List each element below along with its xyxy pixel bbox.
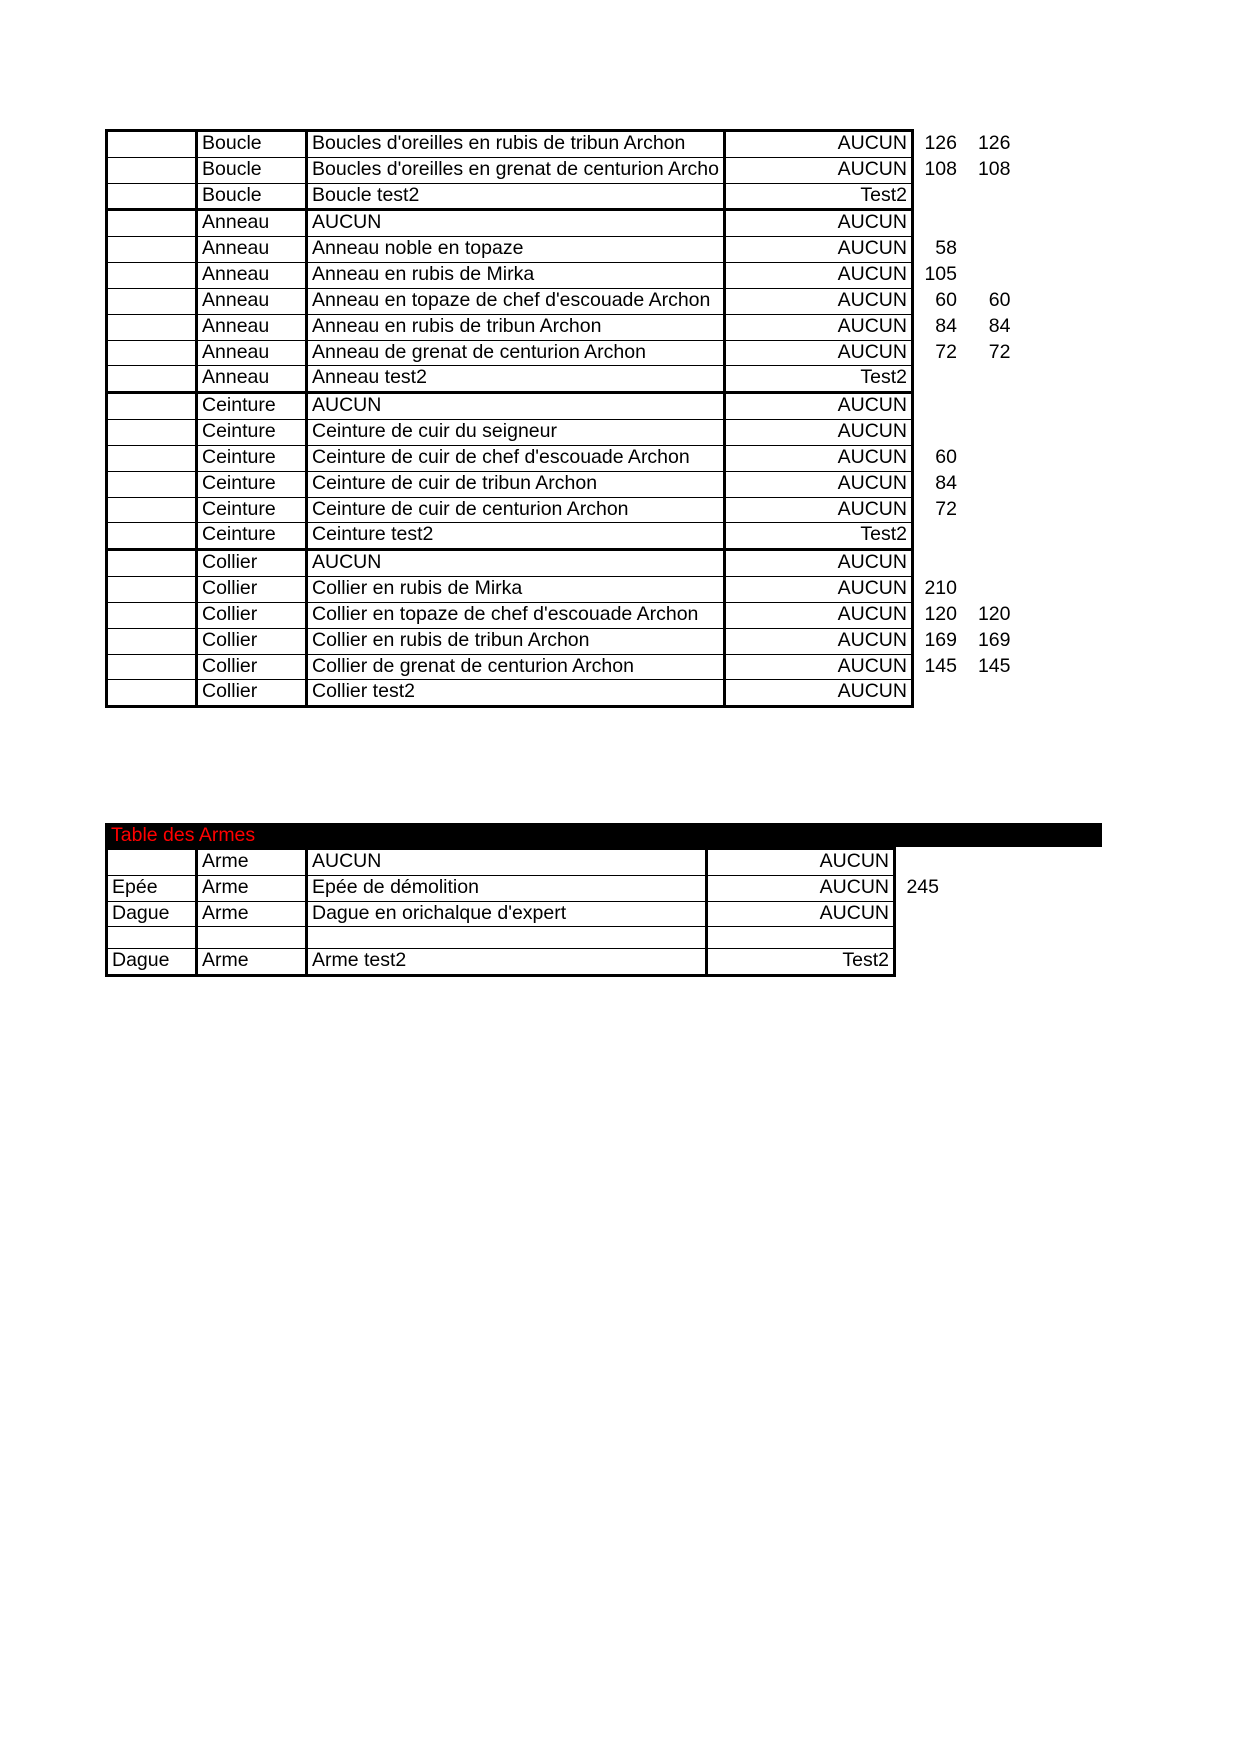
cell-categorie[interactable] [107,288,197,314]
table-row[interactable] [107,183,1015,210]
cell-categorie[interactable]: Dague [107,901,197,927]
cell-valeur-1: 126 [924,131,957,154]
cell-type[interactable]: Ceinture [197,420,307,446]
cell-rarete[interactable]: Test2 [724,183,912,210]
cell-rarete[interactable]: AUCUN [724,237,912,263]
cell-categorie[interactable] [107,680,197,707]
cell-categorie[interactable] [107,577,197,603]
cell-rarete[interactable]: AUCUN [724,393,912,420]
table-row[interactable] [107,263,1015,289]
table-row[interactable] [107,577,1015,603]
cell-valeur-2 [962,420,1014,446]
cell-type[interactable]: Collier [197,550,307,577]
cell-rarete[interactable]: AUCUN [724,550,912,577]
cell-rarete[interactable]: AUCUN [724,602,912,628]
cell-nom[interactable]: AUCUN [307,849,707,876]
table-row[interactable] [107,628,1015,654]
cell-valeur-1: 145 [924,654,957,677]
cell-categorie[interactable] [107,210,197,237]
cell-valeur-1: 60 [935,445,957,468]
cell-valeur-1 [895,849,945,876]
table-row[interactable] [107,680,1015,707]
cell-type[interactable]: Collier [197,628,307,654]
cell-categorie[interactable] [107,628,197,654]
cell-valeur-1 [912,550,962,577]
cell-nom[interactable]: Ceinture de cuir de tribun Archon [307,471,725,497]
cell-rarete[interactable]: AUCUN [724,340,912,366]
cell-valeur-2 [962,263,1014,289]
cell-valeur-1 [912,420,962,446]
cell-type[interactable]: Ceinture [197,523,307,550]
cell-valeur-2 [962,577,1014,603]
table-row[interactable] [107,288,1015,314]
cell-valeur-1: 108 [924,157,957,180]
weapons-table-title-band [105,823,1000,847]
cell-categorie[interactable] [107,183,197,210]
table-row[interactable] [107,340,1015,366]
cell-valeur-2: 126 [977,131,1011,154]
cell-categorie[interactable] [107,654,197,680]
cell-valeur-2 [945,875,997,901]
cell-type[interactable]: Arme [197,901,307,927]
cell-categorie[interactable] [107,314,197,340]
cell-valeur-1 [912,183,962,210]
cell-type[interactable]: Anneau [197,340,307,366]
cell-valeur-2: 60 [988,288,1011,311]
cell-valeur-2 [962,680,1014,707]
cell-valeur-1: 84 [935,471,957,494]
cell-nom[interactable]: Anneau en rubis de tribun Archon [307,314,725,340]
cell-nom[interactable]: Boucles d'oreilles en grenat de centurion Archo [307,157,725,183]
table-row[interactable] [107,393,1015,420]
cell-categorie[interactable]: Epée [107,875,197,901]
cell-type[interactable]: Anneau [197,210,307,237]
cell-valeur-1: 60 [935,288,957,311]
cell-categorie[interactable] [107,157,197,183]
cell-valeur-2 [962,445,1014,471]
cell-nom[interactable]: Arme test2 [307,949,707,976]
table-row[interactable] [107,366,1015,393]
table-row[interactable] [107,949,997,976]
weapons-table-body [107,849,997,976]
cell-type[interactable]: Anneau [197,288,307,314]
cell-valeur-1 [912,210,962,237]
cell-valeur-2: 169 [977,628,1011,651]
cell-rarete[interactable]: AUCUN [724,628,912,654]
jewellery-table-body [107,131,1015,707]
weapons-table-container [105,823,1000,977]
cell-categorie[interactable] [107,471,197,497]
cell-nom[interactable]: Collier test2 [307,680,725,707]
cell-type[interactable]: Ceinture [197,497,307,523]
cell-categorie[interactable] [107,263,197,289]
cell-categorie[interactable] [107,393,197,420]
cell-valeur-1: 245 [906,875,939,898]
cell-rarete[interactable]: AUCUN [724,263,912,289]
table-row[interactable] [107,237,1015,263]
cell-valeur-2 [945,949,997,976]
cell-valeur-1: 169 [924,628,957,651]
cell-categorie[interactable] [107,497,197,523]
cell-rarete[interactable]: AUCUN [707,901,895,927]
cell-valeur-1 [895,901,945,927]
cell-categorie[interactable] [107,602,197,628]
cell-valeur-1 [912,393,962,420]
cell-type[interactable]: Ceinture [197,393,307,420]
cell-rarete[interactable]: AUCUN [724,445,912,471]
cell-valeur-1 [912,366,962,393]
table-row[interactable] [107,471,1015,497]
cell-nom[interactable]: Ceinture de cuir du seigneur [307,420,725,446]
cell-rarete[interactable]: AUCUN [724,420,912,446]
cell-categorie[interactable] [107,927,197,949]
cell-valeur-1: 105 [924,263,957,286]
cell-nom[interactable]: AUCUN [307,210,725,237]
table-row[interactable] [107,875,997,901]
cell-nom[interactable]: Anneau en rubis de Mirka [307,263,725,289]
cell-type[interactable]: Arme [197,875,307,901]
cell-valeur-1: 72 [935,497,957,520]
table-row[interactable] [107,654,1015,680]
cell-rarete[interactable]: AUCUN [724,131,912,158]
cell-nom[interactable]: Anneau noble en topaze [307,237,725,263]
jewellery-table [105,129,1016,708]
cell-categorie[interactable]: Dague [107,949,197,976]
cell-valeur-1: 58 [935,237,957,260]
cell-valeur-2 [962,183,1014,210]
cell-nom[interactable]: Collier en topaze de chef d'escouade Archon [307,602,725,628]
table-row[interactable] [107,849,997,876]
cell-type[interactable]: Anneau [197,263,307,289]
weapons-title-band-extension [1000,823,1102,847]
cell-type[interactable] [197,927,307,949]
cell-nom[interactable]: AUCUN [307,550,725,577]
cell-valeur-2 [962,393,1014,420]
cell-nom[interactable]: Anneau test2 [307,366,725,393]
cell-valeur-1: 210 [924,577,957,600]
weapons-table [105,847,998,977]
cell-valeur-2 [962,550,1014,577]
cell-rarete[interactable]: AUCUN [724,497,912,523]
table-row[interactable] [107,314,1015,340]
cell-valeur-2 [962,210,1014,237]
cell-valeur-2 [945,901,997,927]
cell-categorie[interactable] [107,366,197,393]
cell-valeur-2: 84 [988,314,1011,337]
cell-type[interactable]: Collier [197,602,307,628]
cell-type[interactable]: Anneau [197,314,307,340]
cell-valeur-2: 108 [977,157,1011,180]
cell-valeur-2 [962,497,1014,523]
cell-valeur-1: 120 [924,602,957,625]
cell-nom[interactable]: Ceinture de cuir de centurion Archon [307,497,725,523]
cell-nom[interactable] [307,927,707,949]
cell-rarete[interactable]: AUCUN [724,210,912,237]
cell-valeur-2: 120 [977,602,1011,625]
cell-valeur-1 [895,927,945,949]
cell-nom[interactable]: Boucle test2 [307,183,725,210]
table-row[interactable] [107,927,997,949]
table-row[interactable] [107,157,1015,183]
jewellery-table-container [105,129,1016,708]
cell-rarete[interactable]: Test2 [707,949,895,976]
table-row[interactable] [107,131,1015,158]
table-row[interactable] [107,420,1015,446]
table-row[interactable] [107,445,1015,471]
cell-type[interactable]: Arme [197,949,307,976]
cell-valeur-2: 145 [977,654,1011,677]
cell-rarete[interactable]: AUCUN [724,314,912,340]
cell-categorie[interactable] [107,420,197,446]
cell-valeur-2 [945,927,997,949]
cell-categorie[interactable] [107,849,197,876]
cell-nom[interactable]: Collier en rubis de Mirka [307,577,725,603]
cell-valeur-2: 72 [988,340,1011,363]
cell-valeur-1: 72 [935,340,957,363]
cell-valeur-1: 84 [935,314,957,337]
table-row[interactable] [107,210,1015,237]
cell-nom[interactable]: Epée de démolition [307,875,707,901]
table-row[interactable] [107,602,1015,628]
cell-valeur-2 [945,849,997,876]
cell-valeur-2 [962,366,1014,393]
table-row[interactable] [107,523,1015,550]
cell-valeur-1 [912,680,962,707]
cell-type[interactable]: Ceinture [197,445,307,471]
cell-rarete[interactable]: AUCUN [724,471,912,497]
cell-categorie[interactable] [107,550,197,577]
cell-type[interactable]: Boucle [197,157,307,183]
cell-rarete[interactable] [707,927,895,949]
cell-categorie[interactable] [107,131,197,158]
cell-valeur-2 [962,523,1014,550]
cell-nom[interactable]: Dague en orichalque d'expert [307,901,707,927]
cell-categorie[interactable] [107,237,197,263]
cell-nom[interactable]: Collier en rubis de tribun Archon [307,628,725,654]
cell-categorie[interactable] [107,523,197,550]
cell-rarete[interactable]: AUCUN [724,577,912,603]
cell-nom[interactable]: AUCUN [307,393,725,420]
table-row[interactable] [107,550,1015,577]
cell-nom[interactable]: Collier de grenat de centurion Archon [307,654,725,680]
cell-nom[interactable]: Anneau en topaze de chef d'escouade Archon [307,288,725,314]
cell-rarete[interactable]: AUCUN [724,157,912,183]
cell-categorie[interactable] [107,340,197,366]
cell-categorie[interactable] [107,445,197,471]
cell-type[interactable]: Collier [197,654,307,680]
cell-rarete[interactable]: AUCUN [707,875,895,901]
cell-nom[interactable]: Boucles d'oreilles en rubis de tribun Archon [307,131,725,158]
weapons-table-title: Table des Armes [111,824,256,846]
cell-type[interactable]: Boucle [197,131,307,158]
cell-nom[interactable]: Ceinture de cuir de chef d'escouade Archon [307,445,725,471]
cell-valeur-1 [895,949,945,976]
cell-valeur-2 [962,471,1014,497]
cell-valeur-1 [912,523,962,550]
cell-type[interactable]: Collier [197,577,307,603]
cell-rarete[interactable]: Test2 [724,366,912,393]
cell-nom[interactable]: Anneau de grenat de centurion Archon [307,340,725,366]
cell-rarete[interactable]: AUCUN [724,654,912,680]
cell-type[interactable]: Arme [197,849,307,876]
table-row[interactable] [107,497,1015,523]
cell-rarete[interactable]: Test2 [724,523,912,550]
cell-type[interactable]: Boucle [197,183,307,210]
cell-type[interactable]: Collier [197,680,307,707]
cell-rarete[interactable]: AUCUN [724,680,912,707]
cell-valeur-2 [962,237,1014,263]
cell-type[interactable]: Anneau [197,366,307,393]
cell-type[interactable]: Ceinture [197,471,307,497]
cell-rarete[interactable]: AUCUN [707,849,895,876]
cell-type[interactable]: Anneau [197,237,307,263]
cell-nom[interactable]: Ceinture test2 [307,523,725,550]
table-row[interactable] [107,901,997,927]
cell-rarete[interactable]: AUCUN [724,288,912,314]
